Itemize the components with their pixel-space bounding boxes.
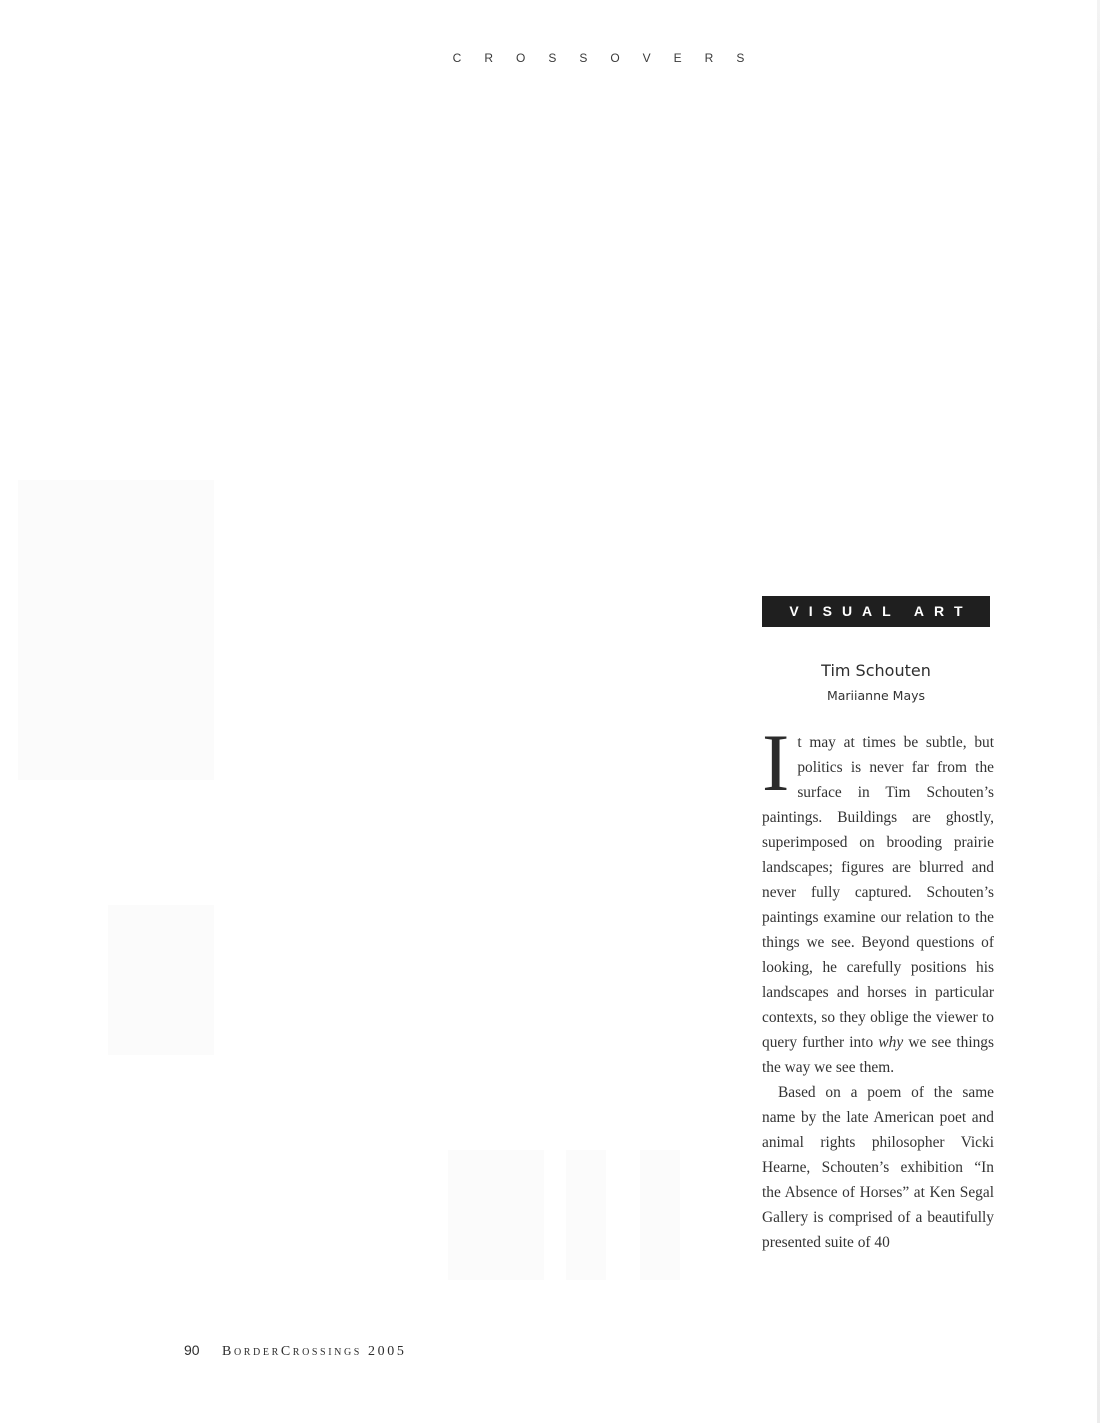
- article-column: [762, 596, 994, 1255]
- section-header: CROSSOVERS: [452, 51, 768, 65]
- paragraph-1-text-b: we see things the way we see them.: [762, 1034, 994, 1076]
- emphasis-why: why: [878, 1034, 904, 1051]
- paragraph-2: Based on a poem of the same name by the late American poet and animal rights philosopher Vicki Hearne, Schouten’s exhibition “In the Absence of Horses” at Ken Segal Gallery is comprised of a beautifully presented suite of 40: [762, 1084, 994, 1251]
- drop-cap: I: [762, 717, 790, 808]
- paragraph-1: [762, 717, 994, 1080]
- paragraph-1-text-a: t may at times be subtle, but politics is never far from the surface in Tim Schouten’s paintings. Buildings are ghostly, superimposed on brooding prairie landscapes; figures are blurred and never fully captured. Schouten’s paintings examine our relation to the things we see. Beyond questions of looking, he carefully positions his landscapes and horses in particular contexts, so they oblige the viewer to query further into: [762, 734, 994, 1051]
- scan-artifact: [18, 480, 214, 780]
- page-number: 90: [184, 1342, 200, 1358]
- scan-artifact: [448, 1150, 544, 1280]
- category-banner: VISUAL ART: [762, 596, 990, 627]
- page-footer: [184, 1342, 406, 1360]
- scan-artifact: [640, 1150, 680, 1280]
- article-body: [762, 717, 994, 1255]
- publication-name: BorderCrossings 2005: [222, 1344, 407, 1359]
- article-title: Tim Schouten: [821, 661, 931, 680]
- scan-artifact: [566, 1150, 606, 1280]
- article-author: Mariianne Mays: [826, 688, 926, 703]
- scan-artifact: [108, 905, 214, 1055]
